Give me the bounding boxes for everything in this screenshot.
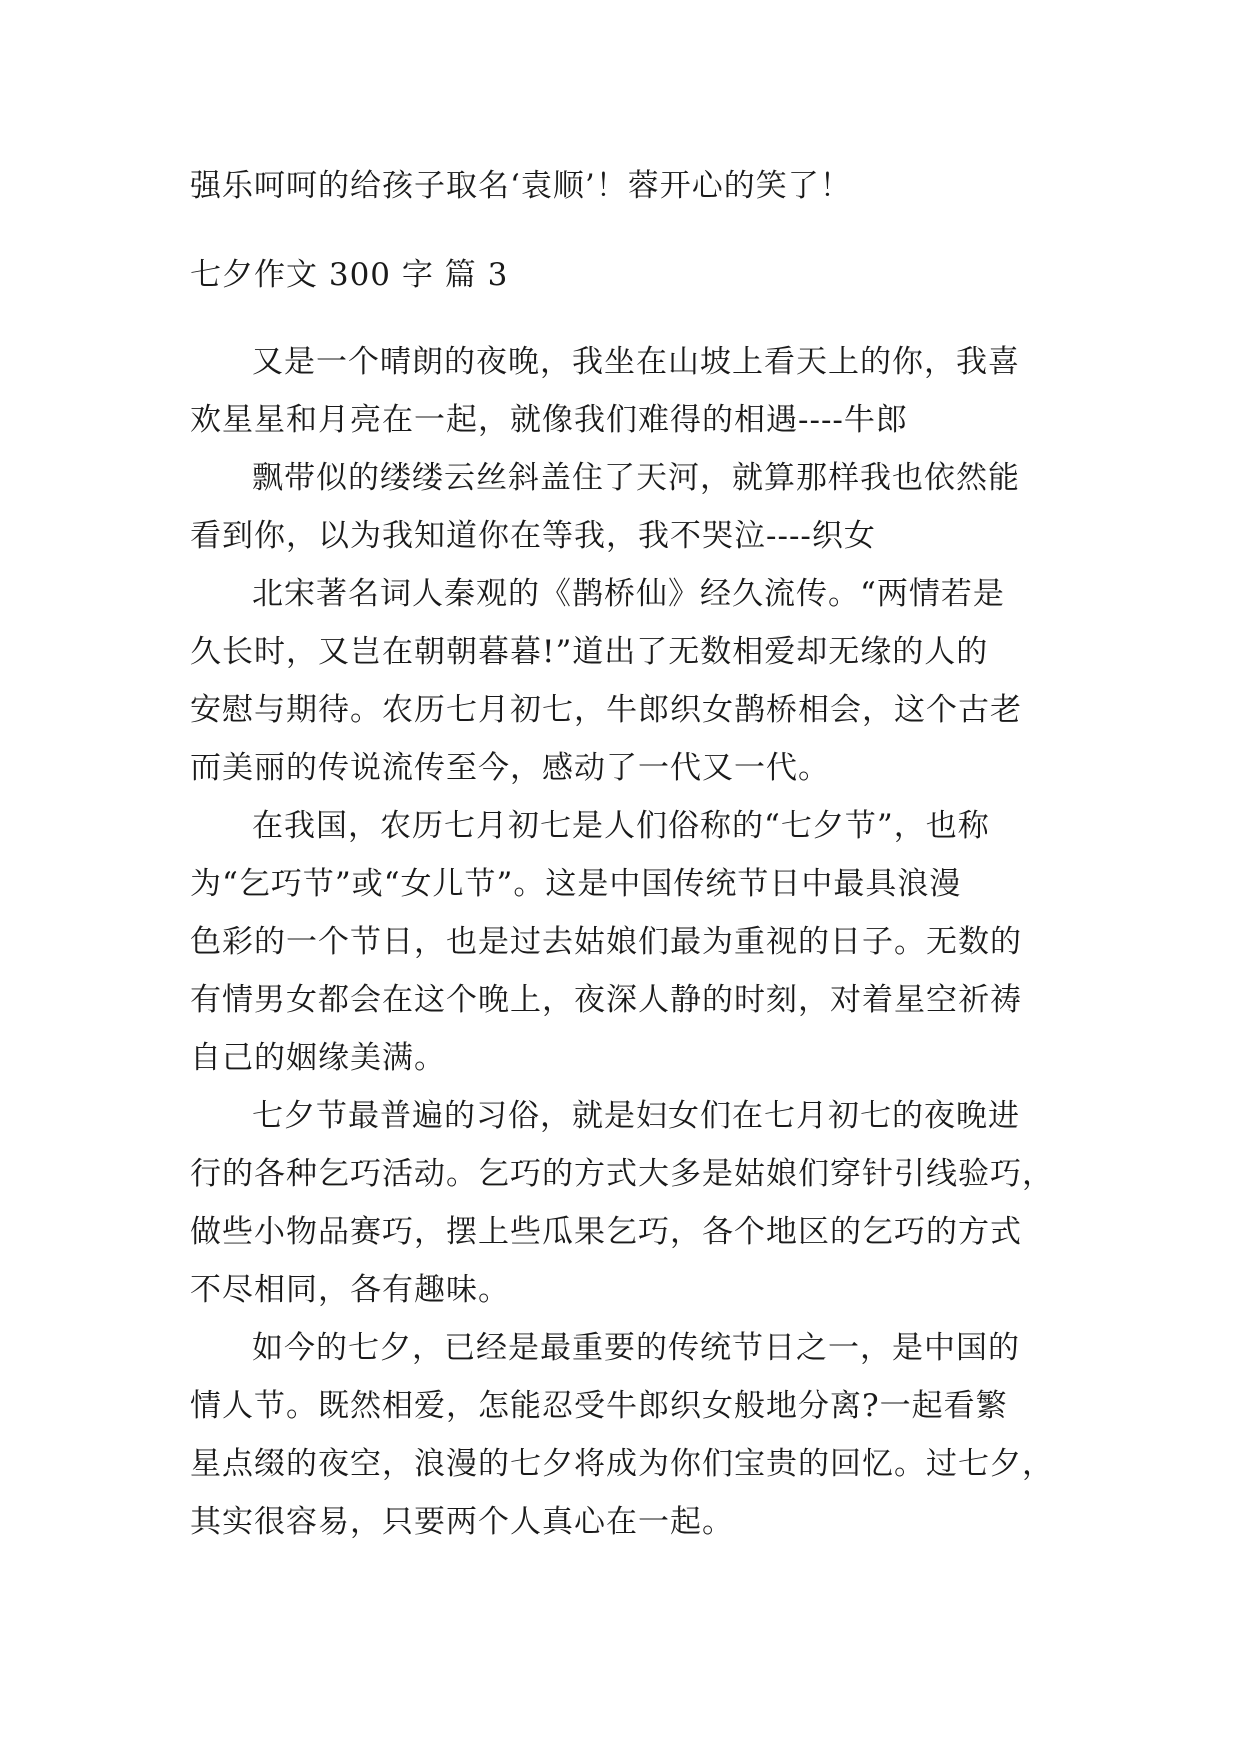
text-line: 为“乞巧节”或“女儿节”。这是中国传统节日中最具浪漫 xyxy=(190,866,962,902)
paragraph xyxy=(190,1319,1052,1551)
paragraph xyxy=(190,797,1052,1087)
paragraph xyxy=(190,449,1052,565)
text-line: 又是一个晴朗的夜晚，我坐在山坡上看天上的你，我喜 xyxy=(252,344,1020,380)
text-line: 色彩的一个节日，也是过去姑娘们最为重视的日子。无数的 xyxy=(190,924,1022,960)
paragraph xyxy=(190,1087,1052,1319)
text-line: 久长时，又岂在朝朝暮暮!”道出了无数相爱却无缘的人的 xyxy=(190,634,989,670)
text-line: 有情男女都会在这个晚上，夜深人静的时刻，对着星空祈祷 xyxy=(190,982,1022,1018)
body-text xyxy=(190,333,1052,1551)
text-line: 飘带似的缕缕云丝斜盖住了天河，就算那样我也依然能 xyxy=(252,460,1020,496)
text-line: 而美丽的传说流传至今，感动了一代又一代。 xyxy=(190,750,830,786)
text-line: 强乐呵呵的给孩子取名‘袁顺’！蓉开心的笑了！ xyxy=(190,168,852,204)
text-line: 北宋著名词人秦观的《鹊桥仙》经久流传。“两情若是 xyxy=(252,576,1005,612)
text-line: 情人节。既然相爱，怎能忍受牛郎织女般地分离?一起看繁 xyxy=(190,1388,1008,1424)
text-line: 在我国，农历七月初七是人们俗称的“七夕节”，也称 xyxy=(252,808,990,844)
heading-text: 七夕作文 300 字 篇 3 xyxy=(190,257,509,293)
text-line: 做些小物品赛巧，摆上些瓜果乞巧，各个地区的乞巧的方式 xyxy=(190,1214,1022,1250)
paragraph xyxy=(190,333,1052,449)
section-heading xyxy=(190,246,1052,304)
paragraph xyxy=(190,565,1052,797)
text-line: 其实很容易，只要两个人真心在一起。 xyxy=(190,1504,734,1540)
text-line: 自己的姻缘美满。 xyxy=(190,1040,446,1076)
text-line: 看到你，以为我知道你在等我，我不哭泣----织女 xyxy=(190,518,876,554)
text-line: 如今的七夕，已经是最重要的传统节日之一，是中国的 xyxy=(252,1330,1020,1366)
text-line: 行的各种乞巧活动。乞巧的方式大多是姑娘们穿针引线验巧， xyxy=(190,1156,1054,1192)
text-line: 不尽相同，各有趣味。 xyxy=(190,1272,510,1308)
text-line: 欢星星和月亮在一起，就像我们难得的相遇----牛郎 xyxy=(190,402,908,438)
text-line: 七夕节最普遍的习俗，就是妇女们在七月初七的夜晚进 xyxy=(252,1098,1020,1134)
continuation-line xyxy=(190,157,1052,215)
text-line: 安慰与期待。农历七月初七，牛郎织女鹊桥相会，这个古老 xyxy=(190,692,1022,728)
text-line: 星点缀的夜空，浪漫的七夕将成为你们宝贵的回忆。过七夕， xyxy=(190,1446,1054,1482)
